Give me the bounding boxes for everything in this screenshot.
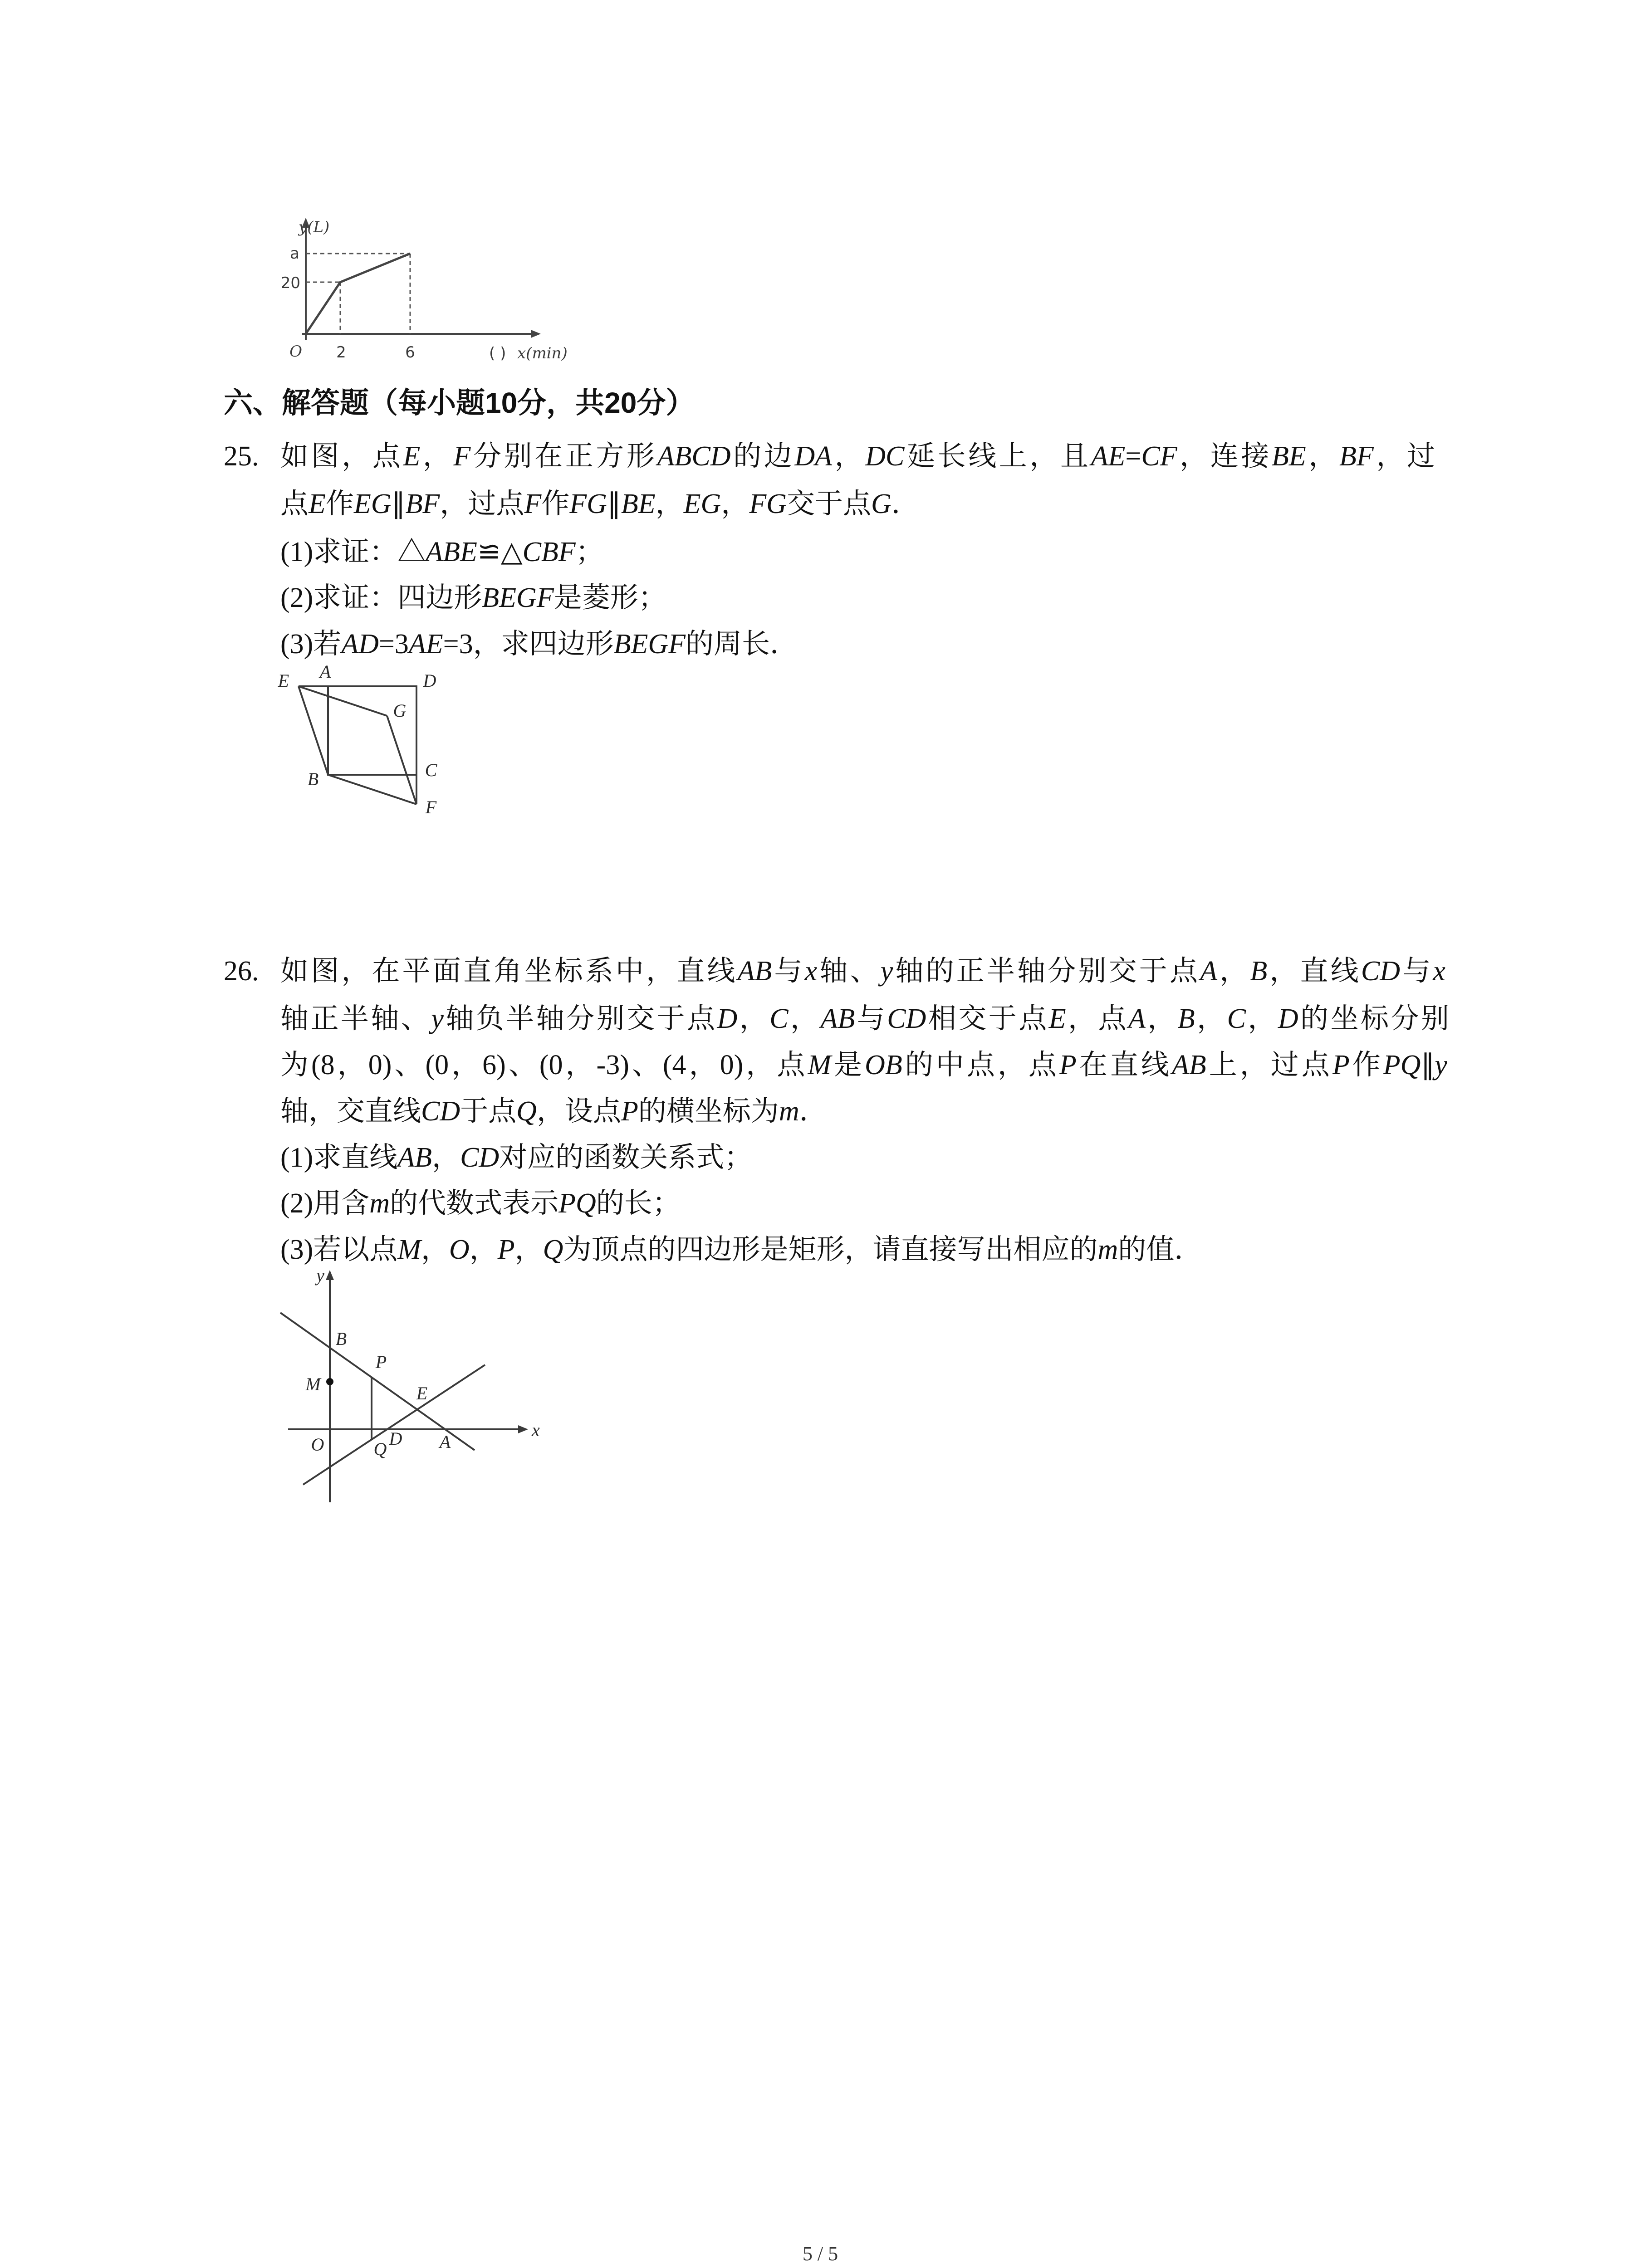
math-variable: OB — [865, 1050, 902, 1080]
math-variable: y — [431, 1003, 444, 1034]
y-axis-label: y(L) — [299, 218, 330, 236]
q25-part-3: (3)若AD=3AE=3，求四边形BEGF的周长． — [280, 629, 798, 660]
q26-stem-line-1: 如图，在平面直角坐标系中，直线AB与x轴、y轴的正半轴分别交于点A，B，直线CD与x — [280, 956, 1445, 987]
q26-part-2: (2)用含m的代数式表示PQ的长； — [280, 1188, 681, 1219]
math-variable: AE — [1091, 441, 1126, 472]
math-variable: DA — [794, 441, 833, 472]
math-variable: F — [524, 489, 542, 519]
math-variable: AB — [397, 1142, 432, 1173]
math-variable: P — [621, 1096, 638, 1127]
math-variable: x — [1433, 956, 1445, 987]
math-variable: B — [1250, 956, 1268, 987]
y-axis-arrow — [326, 1270, 334, 1280]
x-tick-6-label: 6 — [405, 343, 415, 362]
point-label-a: A — [319, 661, 331, 682]
math-variable: PQ — [558, 1188, 596, 1219]
math-variable: A — [1128, 1003, 1146, 1034]
math-variable: P — [497, 1234, 515, 1265]
math-variable: M — [397, 1234, 421, 1265]
q25-stem-line-2: 点E作EG∥BF，过点F作FG∥BE，EG，FG交于点G． — [280, 489, 920, 519]
x-axis-arrow — [531, 330, 541, 338]
point-label-p: P — [375, 1352, 387, 1372]
math-variable: y — [880, 956, 893, 987]
math-variable: ABCD — [657, 441, 731, 472]
point-label-a: A — [439, 1432, 451, 1452]
math-variable: A — [1200, 956, 1217, 987]
math-variable: D — [1278, 1003, 1298, 1034]
point-m-dot — [326, 1378, 333, 1385]
q24-graph-figure — [272, 209, 599, 363]
point-label-c: C — [425, 760, 437, 780]
math-variable: E — [309, 489, 326, 519]
math-variable: FG — [749, 489, 787, 519]
math-variable: BF — [1339, 441, 1374, 472]
segment-bf — [328, 775, 416, 804]
section-heading: 六、解答题（每小题10分，共20分） — [224, 386, 695, 419]
math-variable: Q — [516, 1096, 537, 1127]
math-variable: EG — [683, 489, 721, 519]
q25-figure — [263, 653, 472, 835]
x-unit-blank: ( ) — [489, 344, 506, 362]
math-variable: P — [1059, 1050, 1077, 1080]
math-variable: BE — [621, 489, 656, 519]
math-variable: PQ — [1383, 1050, 1421, 1080]
math-variable: C — [769, 1003, 789, 1034]
math-variable: B — [1177, 1003, 1195, 1034]
q26-stem-line-2: 轴正半轴、y轴负半轴分别交于点D，C，AB与CD相交于点E，点A，B，C，D的坐标分别 — [280, 1003, 1449, 1034]
point-label-e: E — [416, 1383, 428, 1403]
point-label-q: Q — [373, 1439, 387, 1459]
math-variable: FG — [569, 489, 607, 519]
math-variable: E — [1048, 1003, 1066, 1034]
math-variable: P — [1332, 1050, 1350, 1080]
math-variable: CBF — [522, 537, 576, 567]
math-variable: AE — [408, 629, 443, 660]
math-variable: CD — [887, 1003, 926, 1034]
point-label-m: M — [305, 1374, 321, 1394]
math-variable: AB — [820, 1003, 855, 1034]
y-axis-label: y — [316, 1265, 324, 1286]
q26-part-1: (1)求直线AB，CD对应的函数关系式； — [280, 1142, 753, 1173]
q26-part-3: (3)若以点M，O，P，Q为顶点的四边形是矩形，请直接写出相应的m的值． — [280, 1234, 1203, 1265]
math-variable: BE — [1272, 441, 1306, 472]
math-variable: M — [808, 1050, 832, 1080]
q25-stem-line-1: 如图，点E，F分别在正方形ABCD的边DA，DC延长线上，且AE=CF，连接BE，BF，过 — [280, 441, 1435, 472]
math-variable: AB — [1171, 1050, 1206, 1080]
q25-part-2: (2)求证：四边形BEGF是菱形； — [280, 582, 666, 613]
point-label-d: D — [423, 670, 436, 691]
x-axis-label: x(min) — [517, 344, 568, 362]
q25-number: 25. — [224, 441, 259, 472]
math-variable: m — [1097, 1234, 1118, 1265]
x-axis-arrow — [518, 1425, 528, 1433]
point-label-b: B — [335, 1329, 347, 1349]
math-variable: CF — [1141, 441, 1177, 472]
math-variable: m — [779, 1096, 799, 1127]
segment-gf — [387, 716, 416, 804]
segment-be — [299, 686, 328, 775]
square-abcd — [328, 686, 416, 775]
point-label-b: B — [307, 769, 319, 789]
math-variable: BF — [405, 489, 440, 519]
q25-part-1: (1)求证：△ABE≌△CBF； — [280, 537, 604, 567]
math-variable: CD — [1361, 956, 1401, 987]
point-label-e: E — [278, 670, 289, 691]
math-variable: CD — [421, 1096, 460, 1127]
math-variable: CD — [460, 1142, 500, 1173]
origin-label: O — [311, 1434, 324, 1455]
y-tick-20-label: 20 — [280, 274, 300, 292]
math-variable: Q — [543, 1234, 563, 1265]
graph-line — [306, 254, 410, 334]
math-variable: O — [449, 1234, 470, 1265]
math-variable: G — [871, 489, 892, 519]
y-tick-a-label: a — [290, 244, 299, 263]
segment-eg — [299, 686, 387, 716]
x-axis-label: x — [532, 1420, 540, 1440]
origin-label: O — [289, 342, 302, 361]
q26-figure — [272, 1261, 554, 1515]
math-variable: D — [717, 1003, 738, 1034]
math-variable: AD — [341, 629, 379, 660]
math-variable: DC — [865, 441, 905, 472]
math-variable: m — [369, 1188, 390, 1219]
math-variable: BEGF — [613, 629, 686, 660]
point-label-f: F — [425, 797, 437, 817]
page-number: 5 / 5 — [802, 2243, 838, 2265]
point-label-g: G — [393, 700, 407, 721]
q26-stem-line-4: 轴，交直线CD于点Q，设点P的横坐标为m． — [280, 1096, 828, 1127]
q26-stem-line-3: 为(8，0)、(0，6)、(0，-3)、(4，0)，点M是OB的中点，点P在直线AB上，过点P作PQ∥y — [280, 1050, 1447, 1080]
math-variable: EG — [353, 489, 392, 519]
math-variable: ABE — [426, 537, 477, 567]
math-variable: x — [804, 956, 818, 987]
math-variable: F — [453, 441, 471, 472]
point-label-d: D — [389, 1428, 402, 1449]
math-variable: BEGF — [482, 582, 554, 613]
x-tick-2-label: 2 — [336, 343, 346, 362]
math-variable: C — [1227, 1003, 1246, 1034]
math-variable: E — [403, 441, 421, 472]
math-variable: y — [1435, 1050, 1447, 1080]
q26-number: 26. — [224, 956, 259, 987]
math-variable: AB — [737, 956, 772, 987]
